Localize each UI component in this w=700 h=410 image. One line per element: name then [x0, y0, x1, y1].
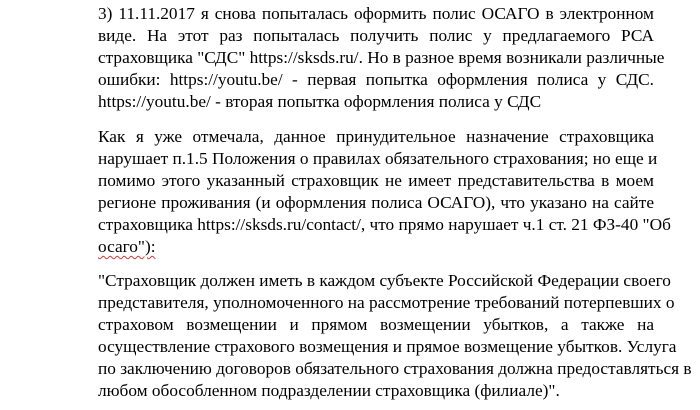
- paragraph-3-line-3: страховом возмещении и прямом возмещении убытков, а также на: [98, 315, 654, 334]
- paragraph-3-line-5: по заключению договоров обязательного страхования должна предоставляться в: [98, 359, 692, 378]
- paragraph-2-line-6: [98, 235, 654, 259]
- paragraph-1-line-4: ошибки: https://youtu.be/ - первая попытка оформления полиса у СДС.: [98, 70, 654, 89]
- paragraph-1-line-1: 3) 11.11.2017 я снова попыталась оформить полис ОСАГО в электронном: [98, 4, 654, 23]
- paragraph-3-line-6: любом обособленном подразделении страховщика (филиале)".: [98, 381, 560, 400]
- paragraph-2-line-3: помимо этого указанный страховщик не имеет представительства в моем: [98, 171, 654, 190]
- paragraph-3-line-2: представителя, уполномоченного на рассмотрение требований потерпевших о: [98, 293, 675, 312]
- paragraph-2-line-1: Как я уже отмечала, данное принудительное назначение страховщика: [98, 127, 654, 146]
- paragraph-2-line-4: регионе проживания (и оформления полиса ОСАГО), что указано на сайте: [98, 193, 654, 212]
- spellcheck-underlined-text: осаго"):: [98, 237, 156, 256]
- paragraph-1-line-5: https://youtu.be/ - вторая попытка оформления полиса у СДС: [98, 92, 542, 111]
- paragraph-1-line-3: страховщика "СДС" https://sksds.ru/. Но в разное время возникали различные: [98, 48, 665, 67]
- paragraph-2-line-2: нарушает п.1.5 Положения о правилах обязательного страхования; но еще и: [98, 149, 658, 168]
- paragraph-3-line-4: осуществление страхового возмещения и прямое возмещение убытков. Услуга: [98, 337, 677, 356]
- paragraph-3-line-1: "Страховщик должен иметь в каждом субъекте Российской Федерации своего: [98, 271, 671, 290]
- paragraph-1-line-2: виде. На этот раз попыталась получить полис у предлагаемого РСА: [98, 26, 654, 45]
- paragraph-2-line-5: страховщика https://sksds.ru/contact/, что прямо нарушает ч.1 ст. 21 ФЗ-40 "Об: [98, 215, 671, 234]
